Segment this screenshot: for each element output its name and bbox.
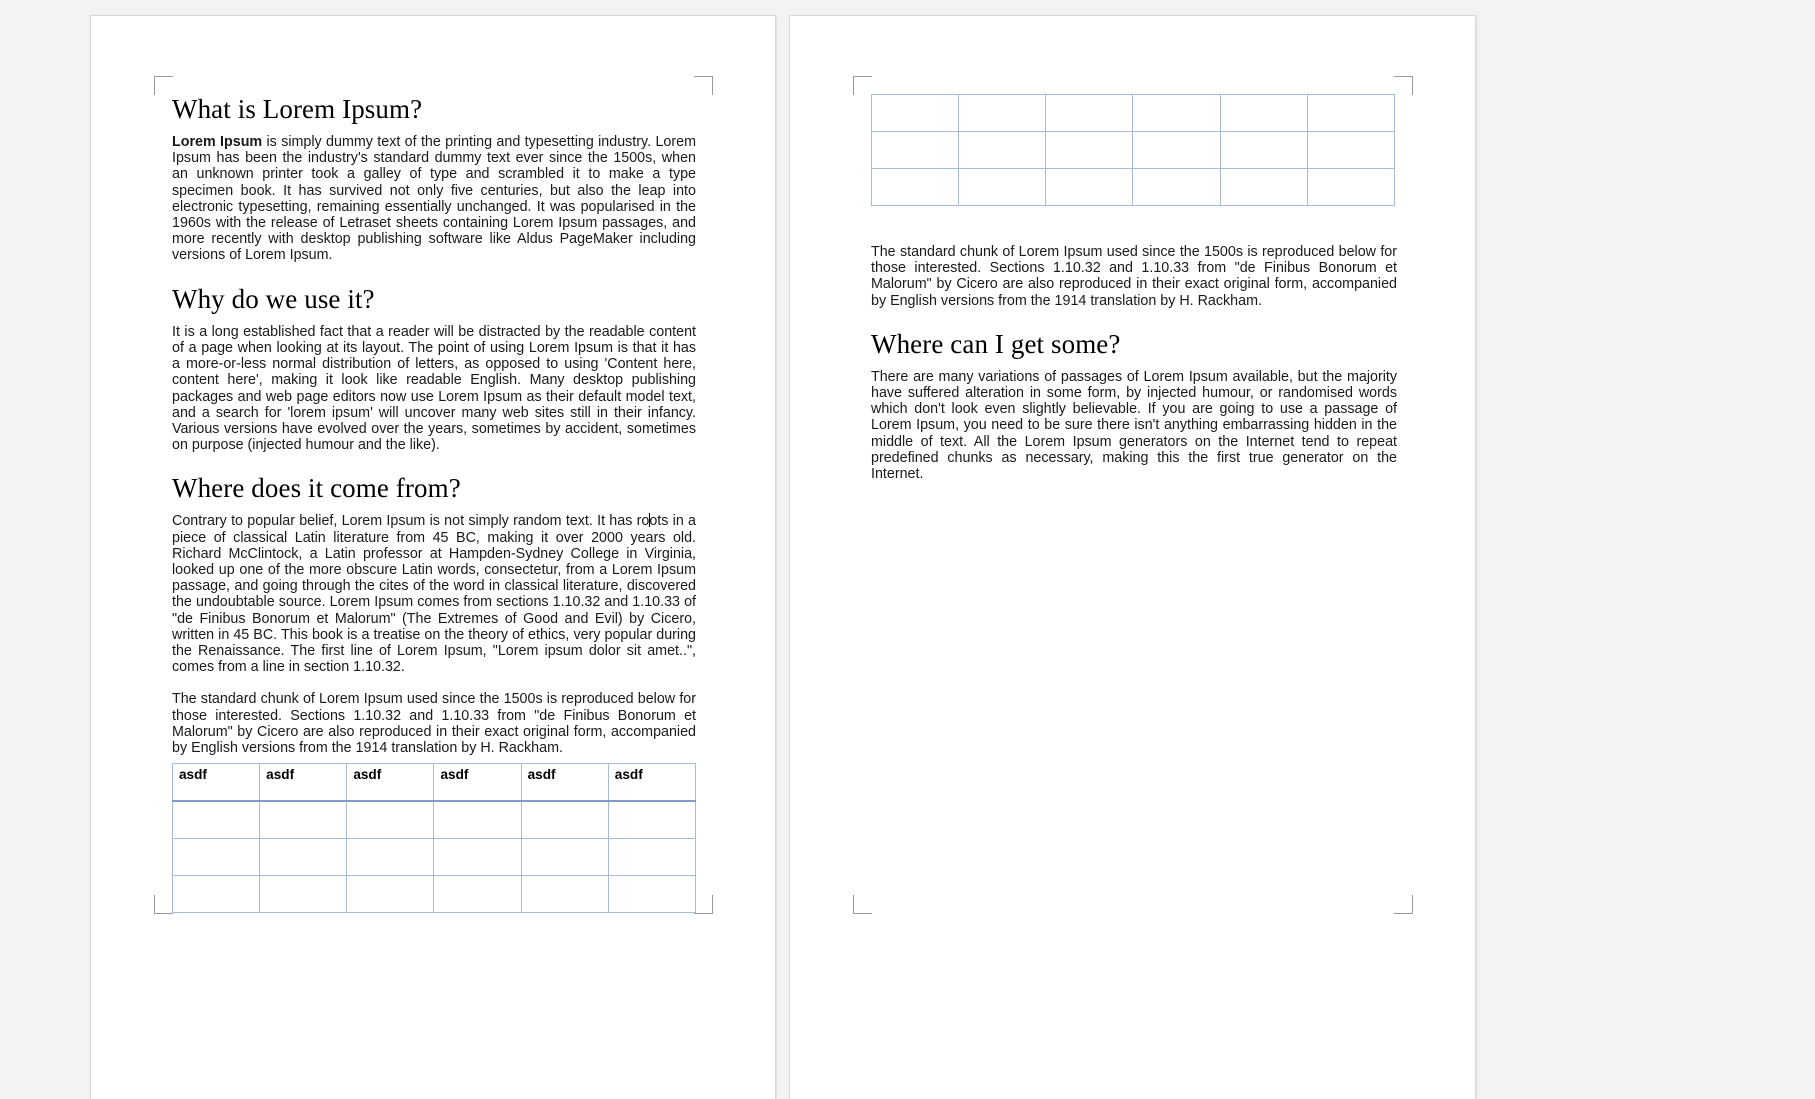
table-cell[interactable] <box>608 876 695 913</box>
table-cell[interactable] <box>1220 132 1307 169</box>
table-header-cell[interactable]: asdf <box>608 764 695 802</box>
table-cell[interactable] <box>1220 169 1307 206</box>
table-body <box>872 95 1395 206</box>
table-cell[interactable] <box>260 876 347 913</box>
crop-mark-bottom-right <box>694 895 713 914</box>
page-2-text-area[interactable] <box>871 244 1397 482</box>
table-cell[interactable] <box>347 839 434 876</box>
paragraph-standard-chunk-page1[interactable]: The standard chunk of Lorem Ipsum used since the 1500s is reproduced below for those interested. Sections 1.10.32 and 1.10.33 from "de Finibus Bonorum et Malorum" by Cicero are also reproduced in their exact original form, accompanied by English versions from the 1914 translation by H. Rackham. <box>172 691 696 757</box>
table-cell[interactable] <box>1307 132 1394 169</box>
section-why-do-we-use-it <box>172 284 696 454</box>
page-1-text-area[interactable] <box>172 94 696 756</box>
section-where-can-i-get-some <box>871 329 1397 482</box>
table-cell[interactable] <box>173 801 260 839</box>
table-row[interactable] <box>872 169 1395 206</box>
table-row[interactable] <box>173 801 696 839</box>
table-cell[interactable] <box>434 876 521 913</box>
table-cell[interactable] <box>1133 169 1220 206</box>
table-header-cell[interactable]: asdf <box>173 764 260 802</box>
table-cell[interactable] <box>872 169 959 206</box>
paragraph-where-does-it-come-from[interactable] <box>172 513 696 675</box>
table-row[interactable] <box>872 95 1395 132</box>
table-cell[interactable] <box>521 876 608 913</box>
crop-mark-top-right <box>1394 76 1413 95</box>
table-cell[interactable] <box>1046 95 1133 132</box>
table-cell[interactable] <box>959 169 1046 206</box>
heading-why-do-we-use-it: Why do we use it? <box>172 283 375 314</box>
table-cell[interactable] <box>1133 132 1220 169</box>
table-cell[interactable] <box>608 801 695 839</box>
page-1-table-container[interactable] <box>172 763 696 913</box>
section-what-is-lorem-ipsum <box>172 94 696 264</box>
table-cell[interactable] <box>434 801 521 839</box>
heading-where-does-it-come-from: Where does it come from? <box>172 473 461 504</box>
crop-mark-top-left <box>853 76 872 95</box>
table-header-row-group <box>173 764 696 802</box>
table-cell[interactable] <box>1220 95 1307 132</box>
table-cell[interactable] <box>347 876 434 913</box>
paragraph-where-can-i-get-some[interactable]: There are many variations of passages of Lorem Ipsum available, but the majority have suffered alteration in some form, by injected humour, or randomised words which don't look even slightly believable. If you are going to use a passage of Lorem Ipsum, you need to be sure there isn't anything embarrassing hidden in the middle of text. All the Lorem Ipsum generators on the Internet tend to repeat predefined chunks as necessary, making this the first true generator on the Internet. <box>871 368 1397 483</box>
table-row[interactable] <box>173 839 696 876</box>
table-cell[interactable] <box>521 839 608 876</box>
table-cell[interactable] <box>959 95 1046 132</box>
paragraph-lead-bold: Lorem Ipsum <box>172 134 263 151</box>
crop-mark-top-left <box>154 76 173 95</box>
table-cell[interactable] <box>173 839 260 876</box>
table-cell[interactable] <box>260 801 347 839</box>
table-cell[interactable] <box>521 801 608 839</box>
asdf-table-page-1[interactable] <box>172 763 696 913</box>
paragraph-text-after-caret: ots in a piece of classical Latin literature from 45 BC, making it over 2000 years old. Richard McClintock, a Latin professor at Hampden-Sydney College in Virginia, looked up one of the more obscure Latin words, consectetur, from a Lorem Ipsum passage, and going through the cites of the word in classical literature, discovered the undoubtable source. Lorem Ipsum comes from sections 1.10.32 and 1.10.33 of "de Finibus Bonorum et Malorum" (The Extremes of Good and Evil) by Cicero, written in 45 BC. This book is a treatise on the theory of ethics, very popular during the Renaissance. The first line of Lorem Ipsum, "Lorem ipsum dolor sit amet..", comes from a line in section 1.10.32. <box>172 513 696 676</box>
document-page-2[interactable] <box>790 16 1475 1099</box>
table-row[interactable] <box>173 876 696 913</box>
table-cell[interactable] <box>959 132 1046 169</box>
table-cell[interactable] <box>260 839 347 876</box>
crop-mark-bottom-right <box>1394 895 1413 914</box>
heading-what-is-lorem-ipsum: What is Lorem Ipsum? <box>172 94 423 124</box>
paragraph-body-text: is simply dummy text of the printing and typesetting industry. Lorem Ipsum has been the industry's standard dummy text ever since the 1500s, when an unknown printer took a galley of type and scrambled it to make a type specimen book. It has survived not only five centuries, but also the leap into electronic typesetting, remaining essentially unchanged. It was popularised in the 1960s with the release of Letraset sheets containing Lorem Ipsum passages, and more recently with desktop publishing software like Aldus PageMaker including versions of Lorem Ipsum. <box>172 134 696 264</box>
table-cell[interactable] <box>1046 132 1133 169</box>
table-header-cell[interactable]: asdf <box>347 764 434 802</box>
paragraph-why-do-we-use-it[interactable]: It is a long established fact that a reader will be distracted by the readable content of a page when looking at its layout. The point of using Lorem Ipsum is that it has a more-or-less normal distribution of letters, as opposed to using 'Content here, content here', making it look like readable English. Many desktop publishing packages and web page editors now use Lorem Ipsum as their default model text, and a search for 'lorem ipsum' will uncover many web sites still in their infancy. Various versions have evolved over the years, sometimes by accident, sometimes on purpose (injected humour and the like). <box>172 323 696 454</box>
table-header-cell[interactable]: asdf <box>260 764 347 802</box>
table-header-cell[interactable]: asdf <box>434 764 521 802</box>
paragraph-standard-chunk-page2[interactable]: The standard chunk of Lorem Ipsum used since the 1500s is reproduced below for those interested. Sections 1.10.32 and 1.10.33 from "de Finibus Bonorum et Malorum" by Cicero are also reproduced in their exact original form, accompanied by English versions from the 1914 translation by H. Rackham. <box>871 244 1397 309</box>
crop-mark-bottom-left <box>853 895 872 914</box>
document-page-1[interactable] <box>91 16 775 1099</box>
paragraph-what-is-lorem-ipsum[interactable] <box>172 134 696 264</box>
heading-where-can-i-get-some: Where can I get some? <box>871 328 1121 359</box>
crop-mark-bottom-left <box>154 895 173 914</box>
table-cell[interactable] <box>173 876 260 913</box>
table-cell[interactable] <box>1307 95 1394 132</box>
table-cell[interactable] <box>872 95 959 132</box>
page-2-table-container[interactable] <box>871 94 1395 206</box>
table-body <box>173 801 696 913</box>
table-cell[interactable] <box>1133 95 1220 132</box>
table-cell[interactable] <box>872 132 959 169</box>
table-row[interactable] <box>872 132 1395 169</box>
table-cell[interactable] <box>347 801 434 839</box>
table-header-cell[interactable]: asdf <box>521 764 608 802</box>
crop-mark-top-right <box>694 76 713 95</box>
table-cell[interactable] <box>608 839 695 876</box>
table-header-row[interactable] <box>173 764 696 802</box>
table-cell[interactable] <box>1307 169 1394 206</box>
section-where-does-it-come-from <box>172 473 696 756</box>
asdf-table-page-2-continuation[interactable] <box>871 94 1395 206</box>
table-cell[interactable] <box>1046 169 1133 206</box>
table-cell[interactable] <box>434 839 521 876</box>
paragraph-text-before-caret: Contrary to popular belief, Lorem Ipsum is not simply random text. It has ro <box>172 513 650 530</box>
